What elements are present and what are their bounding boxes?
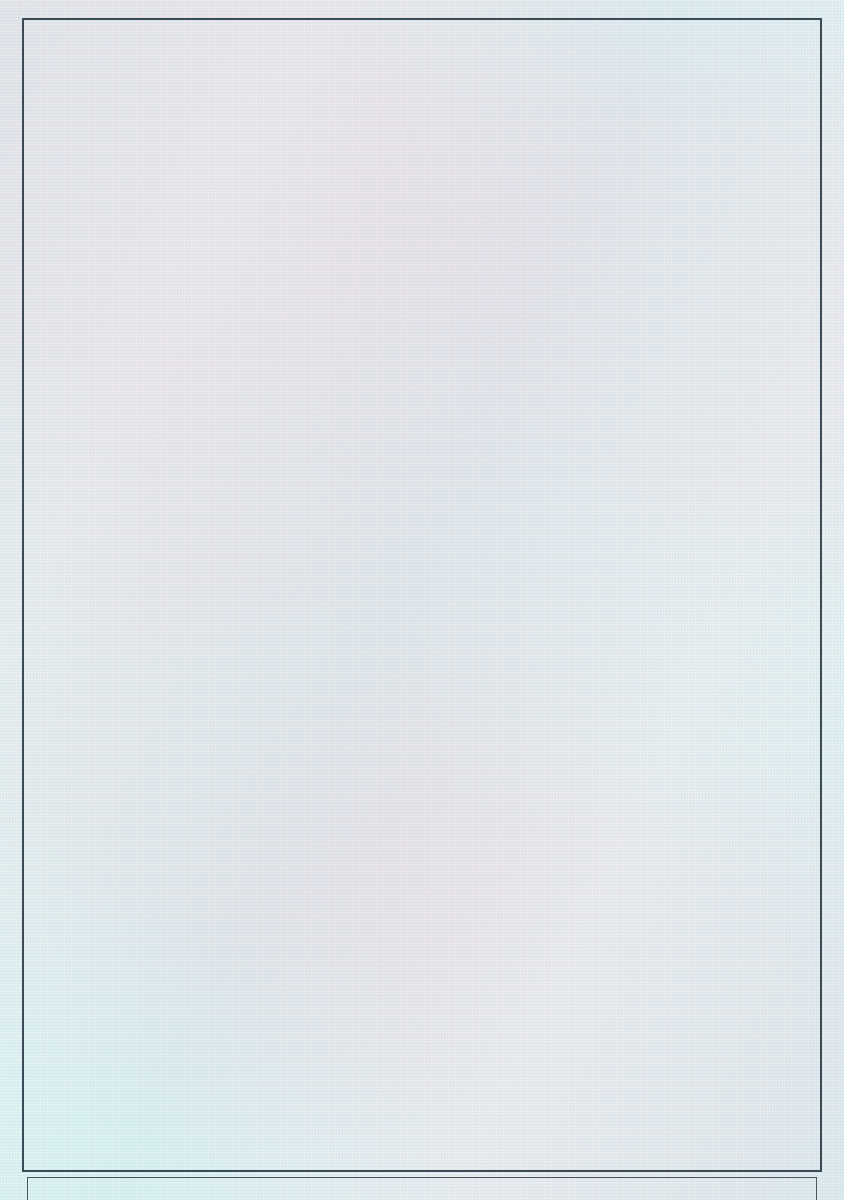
border-frame-inner	[27, 1177, 817, 1200]
border-frame-outer	[22, 18, 822, 1172]
